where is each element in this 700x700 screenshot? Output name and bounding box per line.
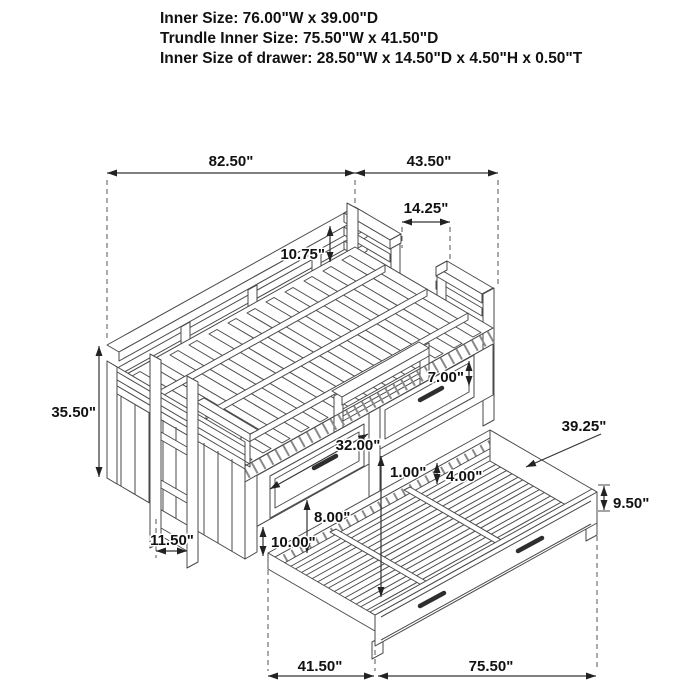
note-trundle-inner-size: Trundle Inner Size: 75.50"W x 41.50"D: [160, 30, 439, 47]
dim-gap-label: 1.00": [390, 464, 427, 481]
dim-ladder-width-label: 11.50": [150, 532, 194, 549]
dim-guard-rail-height-label: 10.75": [280, 246, 325, 263]
back-left-leg: [107, 361, 117, 484]
dim-trundle-width-label: 41.50": [297, 658, 343, 675]
dim-rail-opening-label: 14.25": [403, 200, 449, 217]
dim-overall-length-label: 82.50": [208, 153, 254, 170]
dim-overall-width-label: 43.50": [406, 153, 452, 170]
dim-trundle-length-label: 75.50": [468, 658, 514, 675]
dim-drawer-face-height-label: 7.00": [427, 369, 464, 386]
header-notes: [160, 10, 583, 67]
dim-trundle-floor-clearance-label: 10.00": [271, 534, 316, 551]
ladder-left-rail: [150, 354, 161, 548]
dim-rail-opening: [402, 200, 450, 261]
dim-trundle-side-height: [598, 485, 649, 512]
dim-drawer-width-label: 32.00": [335, 437, 381, 454]
dim-bed-height: [51, 346, 99, 477]
dim-underbed-clearance-label: 8.00": [314, 509, 351, 526]
note-drawer-inner-size: Inner Size of drawer: 28.50"W x 14.50"D x 4.50"H x 0.50"T: [160, 50, 583, 67]
front-left-leg: [245, 475, 257, 559]
dim-trundle-side-height-label: 9.50": [613, 495, 650, 512]
note-inner-size: Inner Size: 76.00"W x 39.00"D: [160, 10, 379, 27]
dim-slat-spacing-label: 4.00": [446, 468, 483, 485]
dim-trundle-depth-label: 39.25": [561, 418, 607, 435]
dim-bed-height-label: 35.50": [51, 404, 96, 421]
